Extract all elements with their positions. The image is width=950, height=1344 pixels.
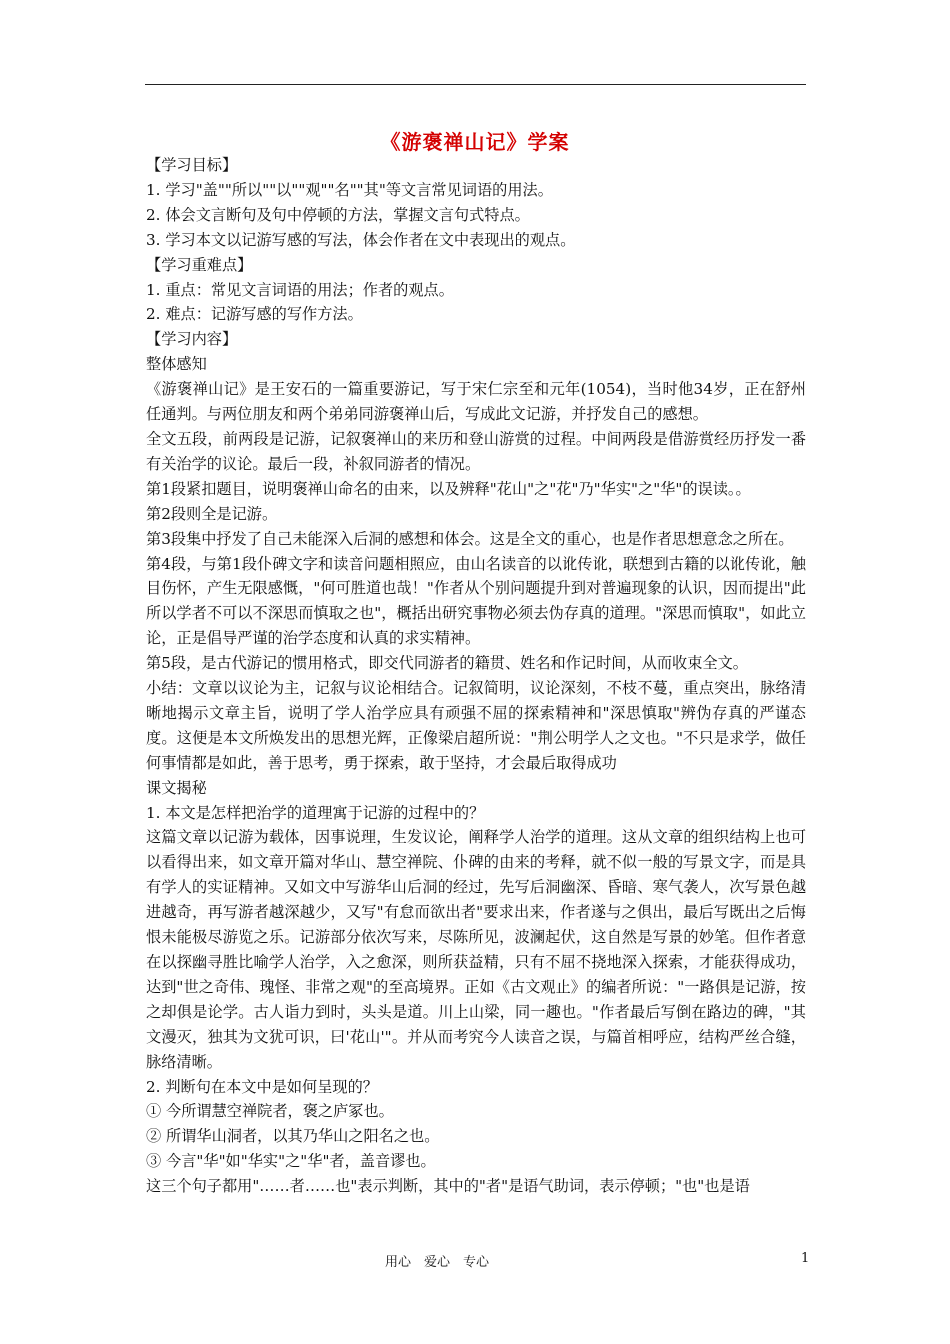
example-sentence: ③ 今言"华"如"华实"之"华"者，盖音谬也。	[146, 1152, 436, 1171]
goal-item: 3. 学习本文以记游写感的写法，体会作者在文中表现出的观点。	[146, 230, 576, 249]
document-title: 《游褒禅山记》学案	[380, 130, 570, 154]
paragraph-summary: 小结：文章以议论为主，记叙与议论相结合。记叙简明，议论深刻，不枝不蔓，重点突出，脉络清晰地揭示文章主旨，说明了学人治学应具有顽强不屈的探索精神和"深思慎取"辨伪存真的严谨态度。这便是本文所焕发出的思想光辉，正像梁启超所说："荆公明学人之文也。"不只是求学，做任何事情都是如此，善于思考，勇于探索，敢于坚持，才会最后取得成功	[146, 679, 806, 772]
question: 2. 判断句在本文中是如何呈现的？	[146, 1077, 378, 1096]
key-point-item: 1. 重点：常见文言词语的用法；作者的观点。	[146, 280, 454, 299]
section-heading-key-points: 【学习重难点】	[146, 255, 253, 274]
goal-item: 1. 学习"盖""所以""以""观""名""其"等文言常见词语的用法。	[146, 180, 553, 199]
page-number: 1	[801, 1251, 810, 1266]
paragraph: 这篇文章以记游为载体，因事说理，生发议论，阐释学人治学的道理。这从文章的组织结构上也可以看得出来，如文章开篇对华山、慧空禅院、仆碑的由来的考释，就不似一般的写景文字，而是具有学人的实证精神。又如文中写游华山后洞的经过，先写后洞幽深、昏暗、寒气袭人，次写景色越进越奇，再写游者越深越少，又写"有怠而欲出者"要求出来，作者遂与之俱出，最后写既出之后悔恨未能极尽游览之乐。记游部分依次写来，尽陈所见，波澜起伏，这自然是写景的妙笔。但作者意在以探幽寻胜比喻学人治学，入之愈深，则所获益精，只有不屈不挠地深入探索，才能获得成功，达到"世之奇伟、瑰怪、非常之观"的至高境界。正如《古文观止》的编者所说："一路俱是记游，按之却俱是论学。古人诣力到时，头头是道。川上山梁，同一趣也。"作者最后写倒在路边的碑，"其文漫灭，独其为文犹可识，曰'花山'"。并从而考究今人读音之误，与篇首相呼应，结构严丝合缝，脉络清晰。	[146, 828, 806, 1071]
paragraph: 《游褒禅山记》是王安石的一篇重要游记，写于宋仁宗至和元年(1054)，当时他34岁，正在舒州任通判。与两位朋友和两个弟弟同游褒禅山后，写成此文记游，并抒发自己的感想。	[146, 380, 806, 424]
section-heading-content: 【学习内容】	[146, 330, 238, 349]
subheading-analysis: 课文揭秘	[146, 778, 207, 797]
paragraph: 第5段，是古代游记的惯用格式，即交代同游者的籍贯、姓名和作记时间，从而收束全文。	[146, 654, 748, 673]
paragraph: 第1段紧扣题目，说明褒禅山命名的由来，以及辨释"花山"之"花"乃"华实"之"华"的误读。。	[146, 479, 751, 498]
paragraph: 第4段，与第1段仆碑文字和读音问题相照应，由山名读音的以讹传讹，联想到古籍的以讹传讹，触目伤怀，产生无限感慨，"何可胜道也哉！"作者从个别问题提升到对普遍现象的认识，因而提出"此所以学者不可以不深思而慎取之也"，概括出研究事物必须去伪存真的道理。"深思而慎取"，如此立论，正是倡导严谨的治学态度和认真的求实精神。	[146, 554, 806, 648]
footer-motto: 用心 爱心 专心	[385, 1255, 490, 1270]
question: 1. 本文是怎样把治学的道理寓于记游的过程中的？	[146, 803, 485, 822]
paragraph: 这三个句子都用"……者……也"表示判断，其中的"者"是语气助词，表示停顿；"也"也是语	[146, 1177, 750, 1196]
paragraph: 第2段则全是记游。	[146, 504, 278, 523]
goal-item: 2. 体会文言断句及句中停顿的方法，掌握文言句式特点。	[146, 205, 530, 224]
section-heading-goals: 【学习目标】	[146, 156, 238, 174]
subheading-overview: 整体感知	[146, 355, 207, 374]
key-point-item: 2. 难点：记游写感的写作方法。	[146, 305, 363, 324]
header-rule	[145, 84, 806, 85]
example-sentence: ② 所谓华山洞者，以其乃华山之阳名之也。	[146, 1127, 440, 1146]
example-sentence: ① 今所谓慧空禅院者，褒之庐冢也。	[146, 1102, 394, 1121]
paragraph: 全文五段，前两段是记游，记叙褒禅山的来历和登山游赏的过程。中间两段是借游赏经历抒发一番有关治学的议论。最后一段，补叙同游者的情况。	[146, 429, 806, 473]
paragraph: 第3段集中抒发了自己未能深入后洞的感想和体会。这是全文的重心，也是作者思想意念之所在。	[146, 529, 794, 548]
document-body	[146, 153, 806, 1199]
